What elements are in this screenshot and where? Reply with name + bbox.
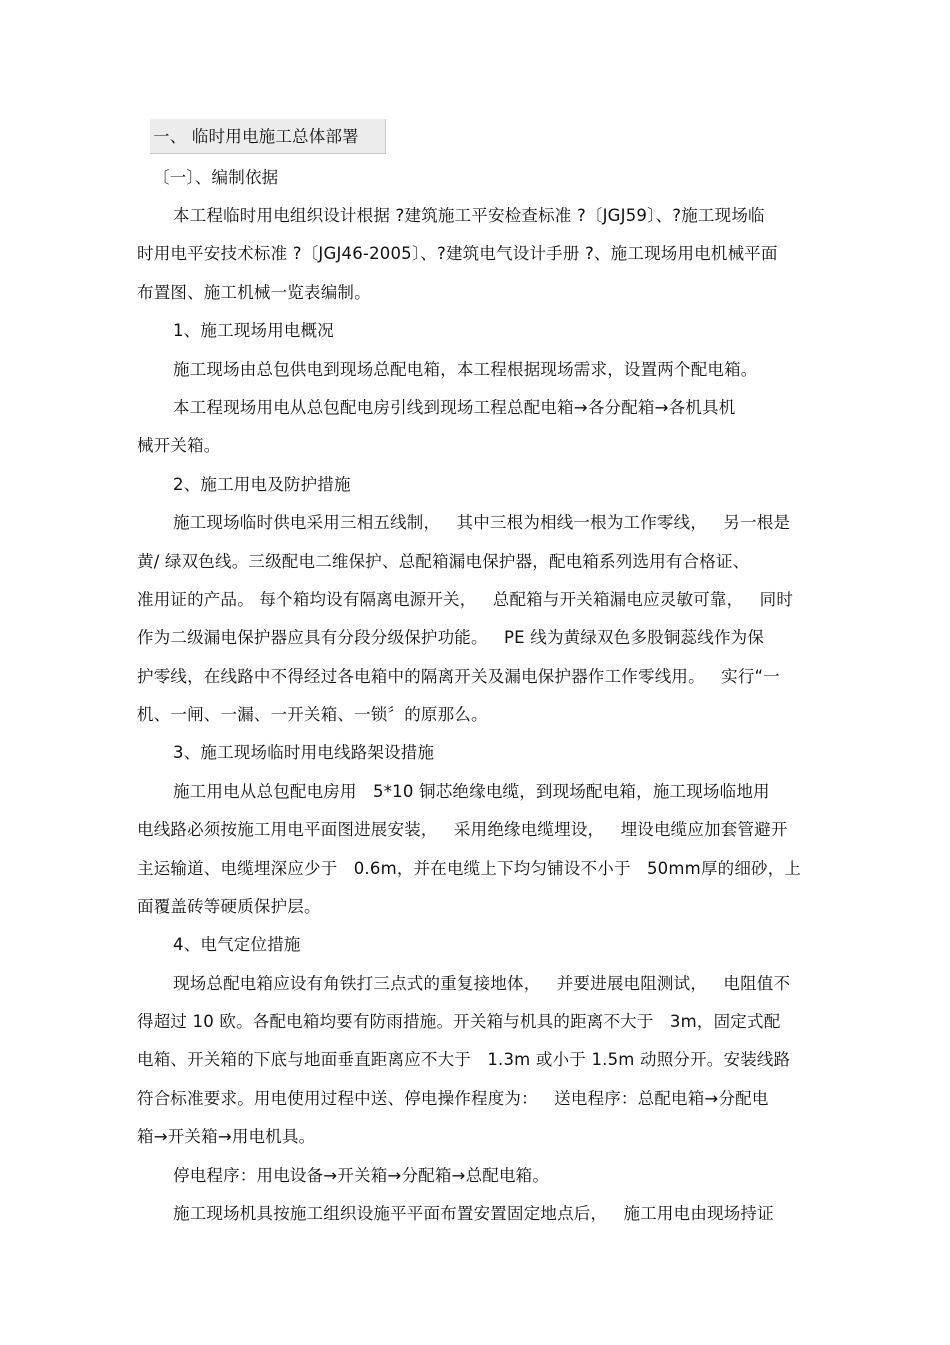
paragraph-line: 面覆盖砖等硬质保护层。	[137, 897, 321, 916]
paragraph-line: 得超过 10 欧。各配电箱均要有防雨措施。开关箱与机具的距离不大于 3m，固定式配	[137, 1012, 781, 1031]
paragraph-line: 箱→开关箱→用电机具。	[137, 1127, 316, 1146]
paragraph-line: 施工现场由总包供电到现场总配电箱，本工程根据现场需求，设置两个配电箱。	[173, 360, 758, 379]
subheading-wiring: 3、施工现场临时用电线路架设措施	[173, 743, 435, 762]
paragraph-line: 黄/ 绿双色线。三级配电二维保护、总配箱漏电保护器，配电箱系列选用有合格证、	[137, 552, 750, 571]
section-heading: 一、 临时用电施工总体部署	[153, 127, 359, 146]
paragraph-line: 机、一闸、一漏、一开关箱、一锁〞的原那么。	[137, 705, 488, 724]
subheading-basis: 〔一〕、编制依据	[153, 168, 279, 187]
paragraph-line: 电线路必须按施工用电平面图进展安装， 采用绝缘电缆埋设， 埋设电缆应加套管避开	[137, 820, 788, 839]
subheading-positioning: 4、电气定位措施	[173, 935, 301, 954]
paragraph-line: 电箱、开关箱的下底与地面垂直距离应不大于 1.3m 或小于 1.5m 动照分开。安装线路	[137, 1050, 791, 1069]
paragraph-line: 现场总配电箱应设有角铁打三点式的重复接地体， 并要进展电阻测试， 电阻值不	[173, 974, 791, 993]
paragraph-line: 主运输道、电缆埋深应少于 0.6m，并在电缆上下均匀铺设不小于 50mm厚的细砂，上	[137, 859, 802, 878]
paragraph-line: 布置图、施工机械一览表编制。	[137, 283, 371, 302]
paragraph-line: 本工程临时用电组织设计根据 ?建筑施工平安检查标准 ?〔JGJ59〕、?施工现场临	[173, 206, 765, 225]
paragraph-line: 时用电平安技术标准 ?〔JGJ46-2005〕、?建筑电气设计手册 ?、施工现场用电机械平面	[137, 244, 778, 263]
paragraph-line: 护零线，在线路中不得经过各电箱中的隔离开关及漏电保护器作工作零线用。 实行“一	[137, 667, 780, 686]
paragraph-line: 准用证的产品。 每个箱均设有隔离电源开关， 总配箱与开关箱漏电应灵敏可靠， 同时	[137, 590, 794, 609]
subheading-overview: 1、施工现场用电概况	[173, 321, 334, 340]
paragraph-line: 施工现场临时供电采用三相五线制， 其中三根为相线一根为工作零线， 另一根是	[173, 513, 791, 532]
paragraph-line: 施工现场机具按施工组织设施平平面布置安置固定地点后， 施工用电由现场持证	[173, 1204, 774, 1223]
paragraph-line: 本工程现场用电从总包配电房引线到现场工程总配电箱→各分配箱→各机具机	[173, 398, 736, 417]
paragraph-line: 施工用电从总包配电房用 5*10 铜芯绝缘电缆，到现场配电箱，施工现场临地用	[173, 782, 770, 801]
paragraph-line: 符合标准要求。用电使用过程中送、停电操作程度为： 送电程序：总配电箱→分配电	[137, 1089, 769, 1108]
subheading-protection: 2、施工用电及防护措施	[173, 475, 351, 494]
paragraph-line: 停电程序：用电设备→开关箱→分配箱→总配电箱。	[173, 1166, 550, 1185]
paragraph-line: 械开关箱。	[137, 436, 221, 455]
paragraph-line: 作为二级漏电保护器应具有分段分级保护功能。 PE 线为黄绿双色多股铜蕊线作为保	[137, 628, 765, 647]
